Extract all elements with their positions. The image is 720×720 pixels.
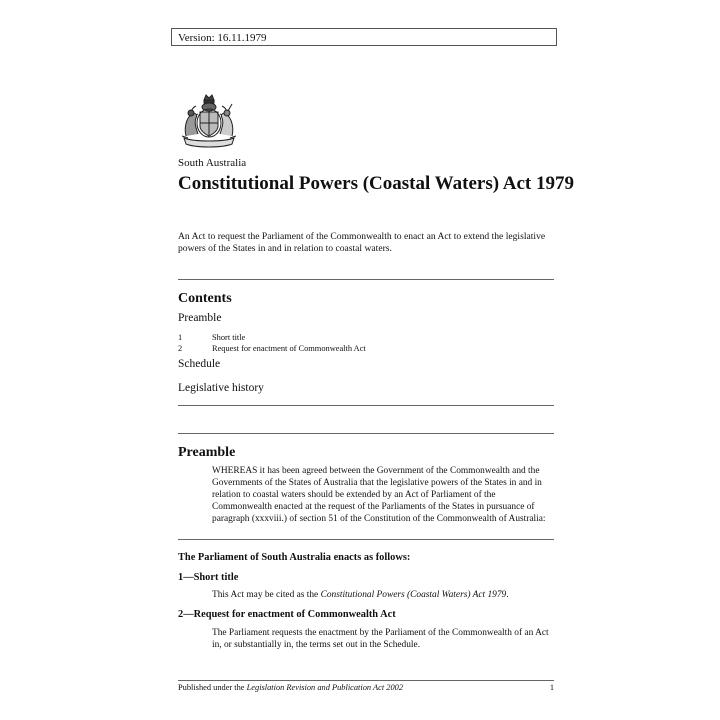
section-1-act-name: Constitutional Powers (Coastal Waters) Act 1979 bbox=[320, 590, 507, 600]
footer-publication-act: Legislation Revision and Publication Act 2002 bbox=[246, 683, 404, 692]
toc-item-label: Request for enactment of Commonwealth Act bbox=[212, 344, 366, 353]
version-box bbox=[171, 28, 557, 46]
act-title: Constitutional Powers (Coastal Waters) Act 1979 bbox=[178, 173, 574, 194]
footer-published-prefix: Published under the bbox=[178, 683, 247, 692]
section-2-heading: 2—Request for enactment of Commonwealth Act bbox=[178, 609, 396, 620]
section-1-text bbox=[212, 589, 552, 601]
divider bbox=[178, 539, 554, 540]
version-label: Version: 16.11.1979 bbox=[178, 32, 267, 44]
footer-divider bbox=[178, 680, 554, 681]
page-footer bbox=[178, 683, 554, 692]
preamble-text: WHEREAS it has been agreed between the Government of the Commonwealth and the Governments of the States of Australia that the legislative powers of the States in and in relation to coastal waters should be extended by an Act of Parliament of the Commonwealth enacted at the request of the Parliaments of the States in pursuance of paragraph (xxxviii.) of section 51 of the Constitution of the Commonwealth of Australia: bbox=[212, 466, 546, 524]
toc-schedule-link[interactable]: Schedule bbox=[178, 358, 221, 370]
divider bbox=[178, 279, 554, 280]
page-number: 1 bbox=[549, 683, 554, 692]
toc-item-label: Short title bbox=[212, 333, 246, 342]
section-2-text: The Parliament requests the enactment by the Parliament of the Commonwealth of an Act in, or substantially in, the terms set out in the Schedule. bbox=[212, 628, 549, 650]
toc-item-request[interactable] bbox=[178, 344, 366, 353]
toc-item-number: 1 bbox=[178, 333, 183, 342]
section-1-text-prefix: This Act may be cited as the bbox=[212, 590, 321, 600]
long-title: An Act to request the Parliament of the Commonwealth to enact an Act to extend the legislative powers of the States in and in relation to coastal waters. bbox=[178, 231, 546, 254]
divider bbox=[178, 405, 554, 406]
section-1-text-suffix: . bbox=[506, 590, 509, 600]
toc-history-link[interactable]: Legislative history bbox=[178, 382, 264, 394]
enacting-formula: The Parliament of South Australia enacts as follows: bbox=[178, 552, 411, 563]
preamble-heading: Preamble bbox=[178, 445, 236, 460]
section-1-heading: 1—Short title bbox=[178, 572, 239, 583]
toc-item-number: 2 bbox=[178, 344, 183, 353]
contents-heading: Contents bbox=[178, 291, 232, 306]
toc-preamble-link[interactable]: Preamble bbox=[178, 312, 222, 324]
divider bbox=[178, 433, 554, 434]
toc-item-short-title[interactable] bbox=[178, 333, 245, 342]
royal-coat-of-arms-icon bbox=[178, 92, 240, 150]
state-name: South Australia bbox=[178, 157, 247, 169]
